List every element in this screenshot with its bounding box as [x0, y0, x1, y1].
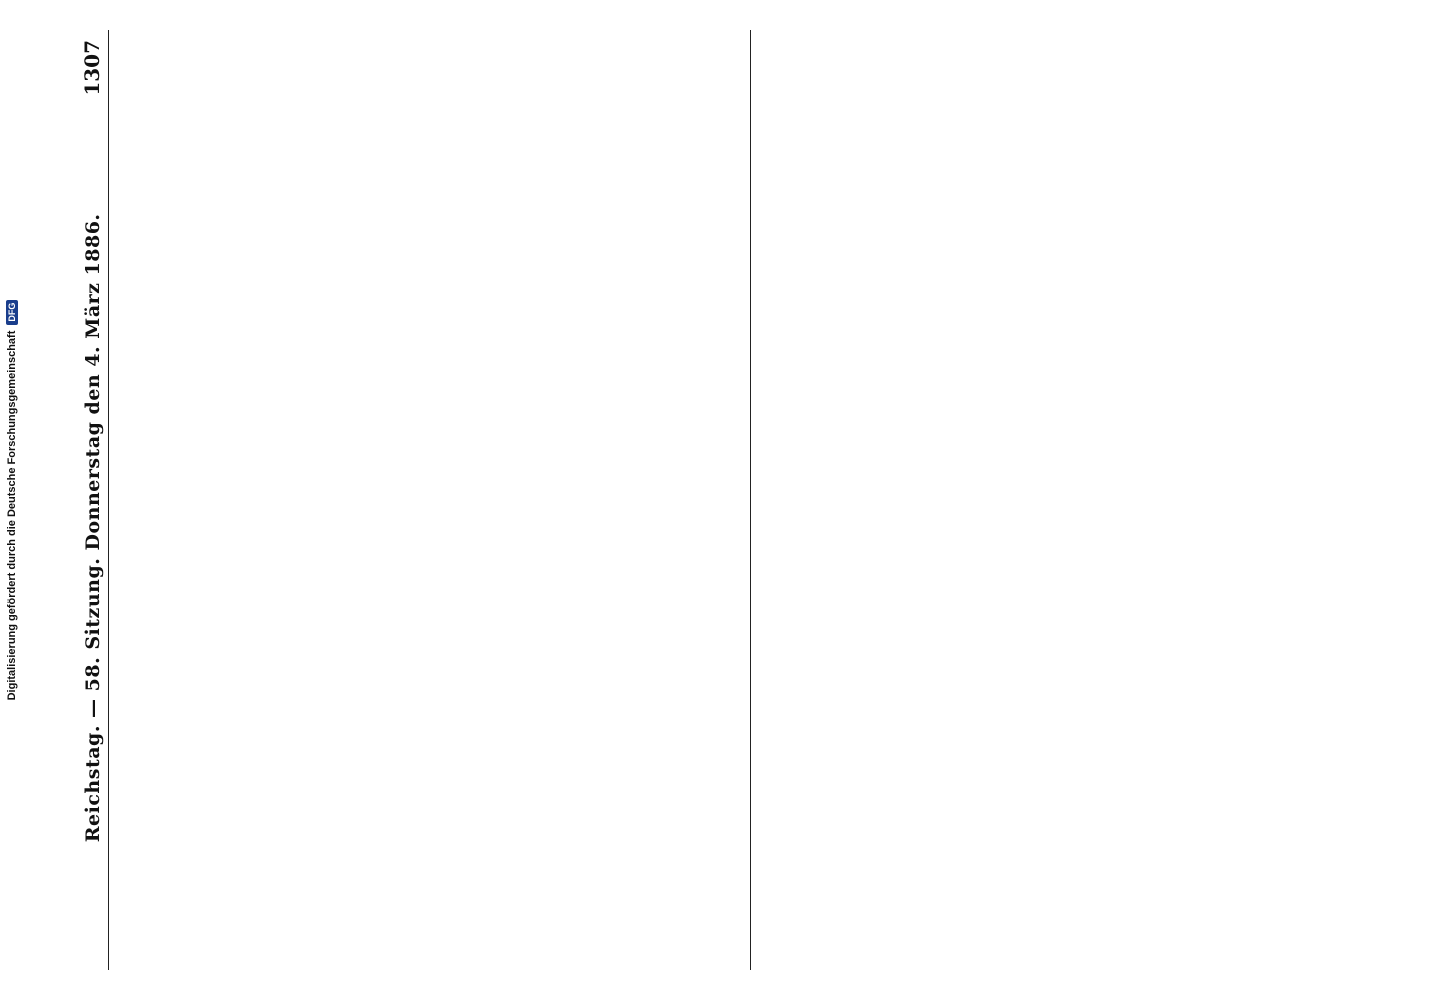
section-divider	[750, 30, 751, 970]
running-head: Reichstag. — 58. Sitzung. Donnerstag den 4. März 1886.	[82, 213, 104, 843]
page-header	[80, 40, 106, 960]
digitization-credit	[0, 0, 24, 1000]
dfg-logo-icon: DFG	[6, 300, 18, 325]
header-rule	[108, 30, 109, 970]
page-number: 1307	[80, 40, 104, 96]
credit-text: Digitalisierung gefördert durch die Deutsche Forschungsgemeinschaft	[6, 330, 18, 701]
